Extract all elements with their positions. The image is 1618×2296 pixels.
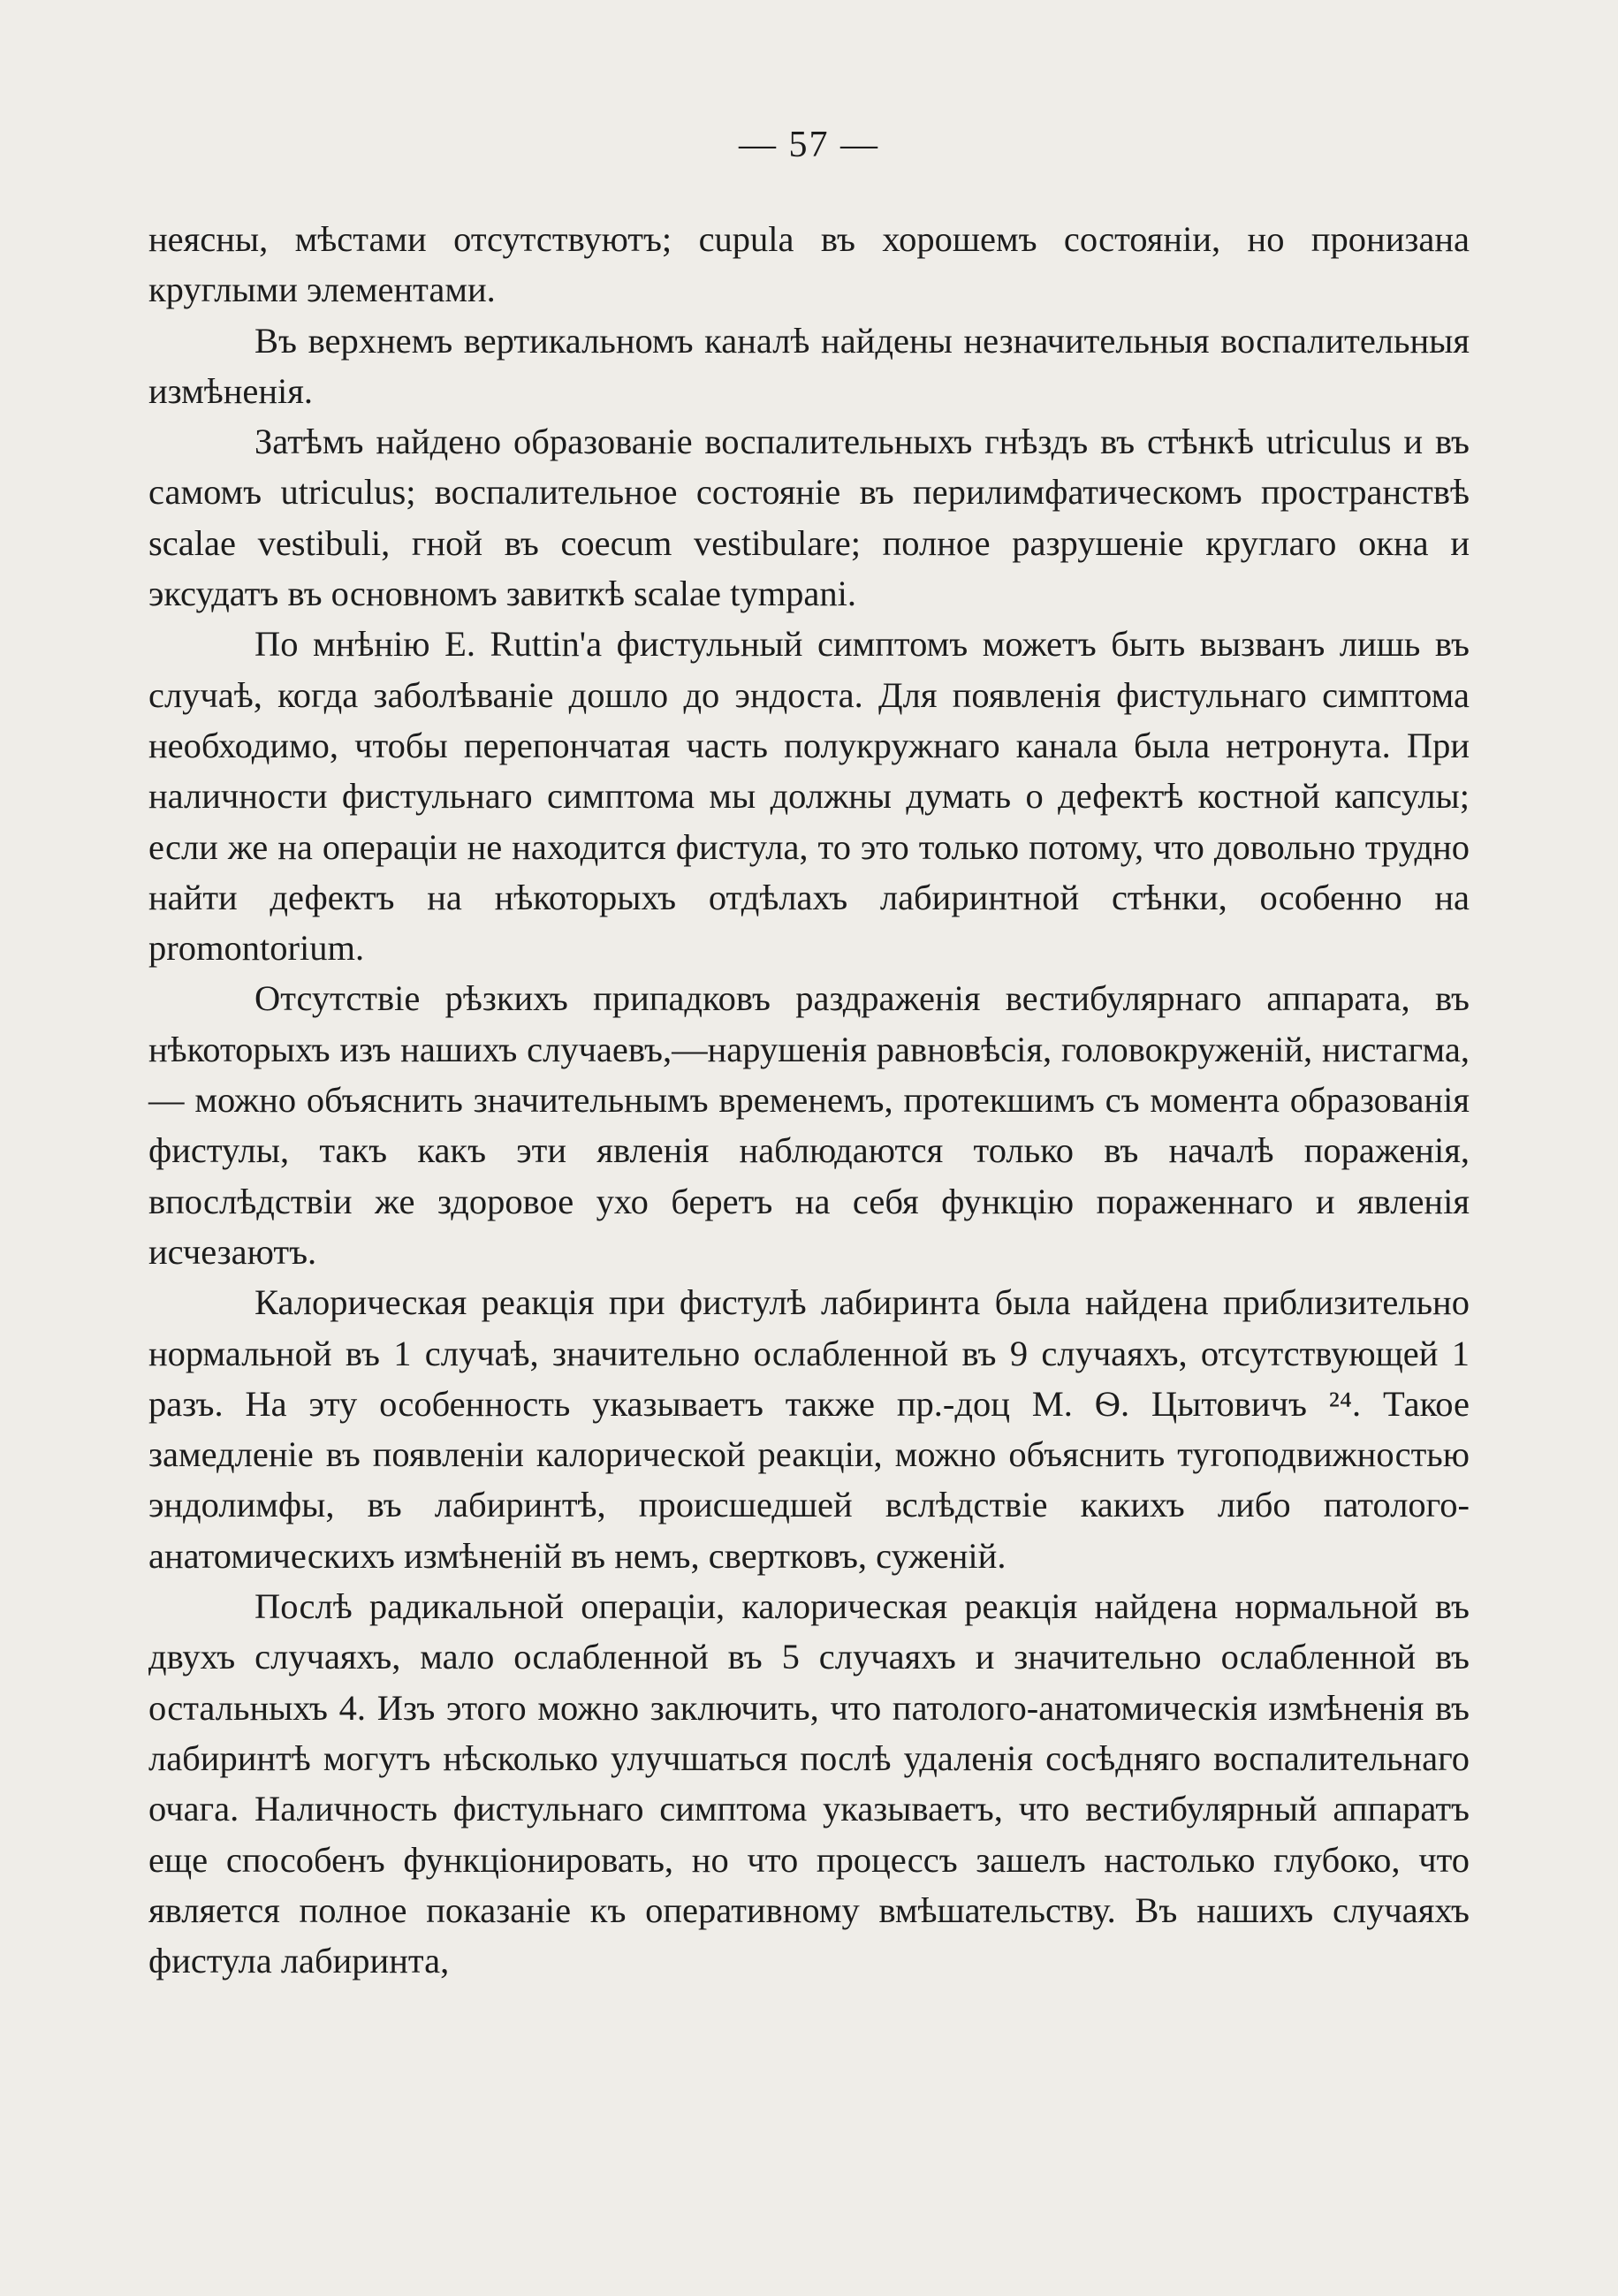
paragraph-2: Въ верхнемъ вертикальномъ каналѣ найдены незначительныя воспалительныя измѣненія. bbox=[148, 320, 1470, 411]
body-text bbox=[148, 214, 1470, 1986]
paragraph-4: По мнѣнію E. Ruttin'а фистульный симптомъ можетъ быть вызванъ лишь въ случаѣ, когда заболѣваніе дошло до эндоста. Для появленія фистульнаго симптома необходимо, чтобы перепончатая часть полукружнаго канала была нетронута. При наличности фистульнаго симптома мы должны думать о дефектѣ костной капсулы; если же на операціи не находится фистула, то это только потому, что довольно трудно найти дефектъ на нѣкоторыхъ отдѣлахъ лабиринтной стѣнки, особенно на promontorium. bbox=[148, 624, 1470, 969]
paragraph-6: Калорическая реакція при фистулѣ лабиринта была найдена приблизительно нормальной въ 1 случаѣ, значительно ослабленной въ 9 случаяхъ, отсутствующей 1 разъ. На эту особенность указываетъ также пр.-доц М. Ѳ. Цытовичъ ²⁴. Такое замедленіе въ появленіи калорической реакціи, можно объяснить тугоподвижностью эндолимфы, въ лабиринтѣ, происшедшей вслѣдствіе какихъ либо патолого-анатомическихъ измѣненій въ немъ, свертковъ, суженій. bbox=[148, 1282, 1470, 1576]
paragraph-5: Отсутствіе рѣзкихъ припадковъ раздраженія вестибулярнаго аппарата, въ нѣкоторыхъ изъ нашихъ случаевъ,—нарушенія равновѣсія, головокруженій, нистагма, — можно объяснить значительнымъ временемъ, протекшимъ съ момента образованія фистулы, такъ какъ эти явленія наблюдаются только въ началѣ пораженія, впослѣдствіи же здоровое ухо беретъ на себя функцію пораженнаго и явленія исчезаютъ. bbox=[148, 978, 1470, 1272]
paragraph-1: неясны, мѣстами отсутствуютъ; cupula въ хорошемъ состояніи, но пронизана круглыми элементами. bbox=[148, 219, 1470, 310]
paragraph-3: Затѣмъ найдено образованіе воспалительныхъ гнѣздъ въ стѣнкѣ utriculus и въ самомъ utriculus; воспалительное состояніе въ перилимфатическомъ пространствѣ scalae vestibuli, гной въ coecum vestibulare; полное разрушеніе круглаго окна и эксудатъ въ основномъ завиткѣ scalae tympani. bbox=[148, 422, 1470, 614]
page-number: — 57 — bbox=[739, 125, 879, 165]
paragraph-7: Послѣ радикальной операціи, калорическая реакція найдена нормальной въ двухъ случаяхъ, мало ослабленной въ 5 случаяхъ и значительно ослабленной въ остальныхъ 4. Изъ этого можно заключить, что патолого-анатомическія измѣненія въ лабиринтѣ могутъ нѣсколько улучшаться послѣ удаленія сосѣдняго воспалительнаго очага. Наличность фистульнаго симптома указываетъ, что вестибулярный аппаратъ еще способенъ функціонировать, но что процессъ зашелъ настолько глубоко, что является полное показаніе къ оперативному вмѣшательству. Въ нашихъ случаяхъ фистула лабиринта, bbox=[148, 1586, 1470, 1981]
